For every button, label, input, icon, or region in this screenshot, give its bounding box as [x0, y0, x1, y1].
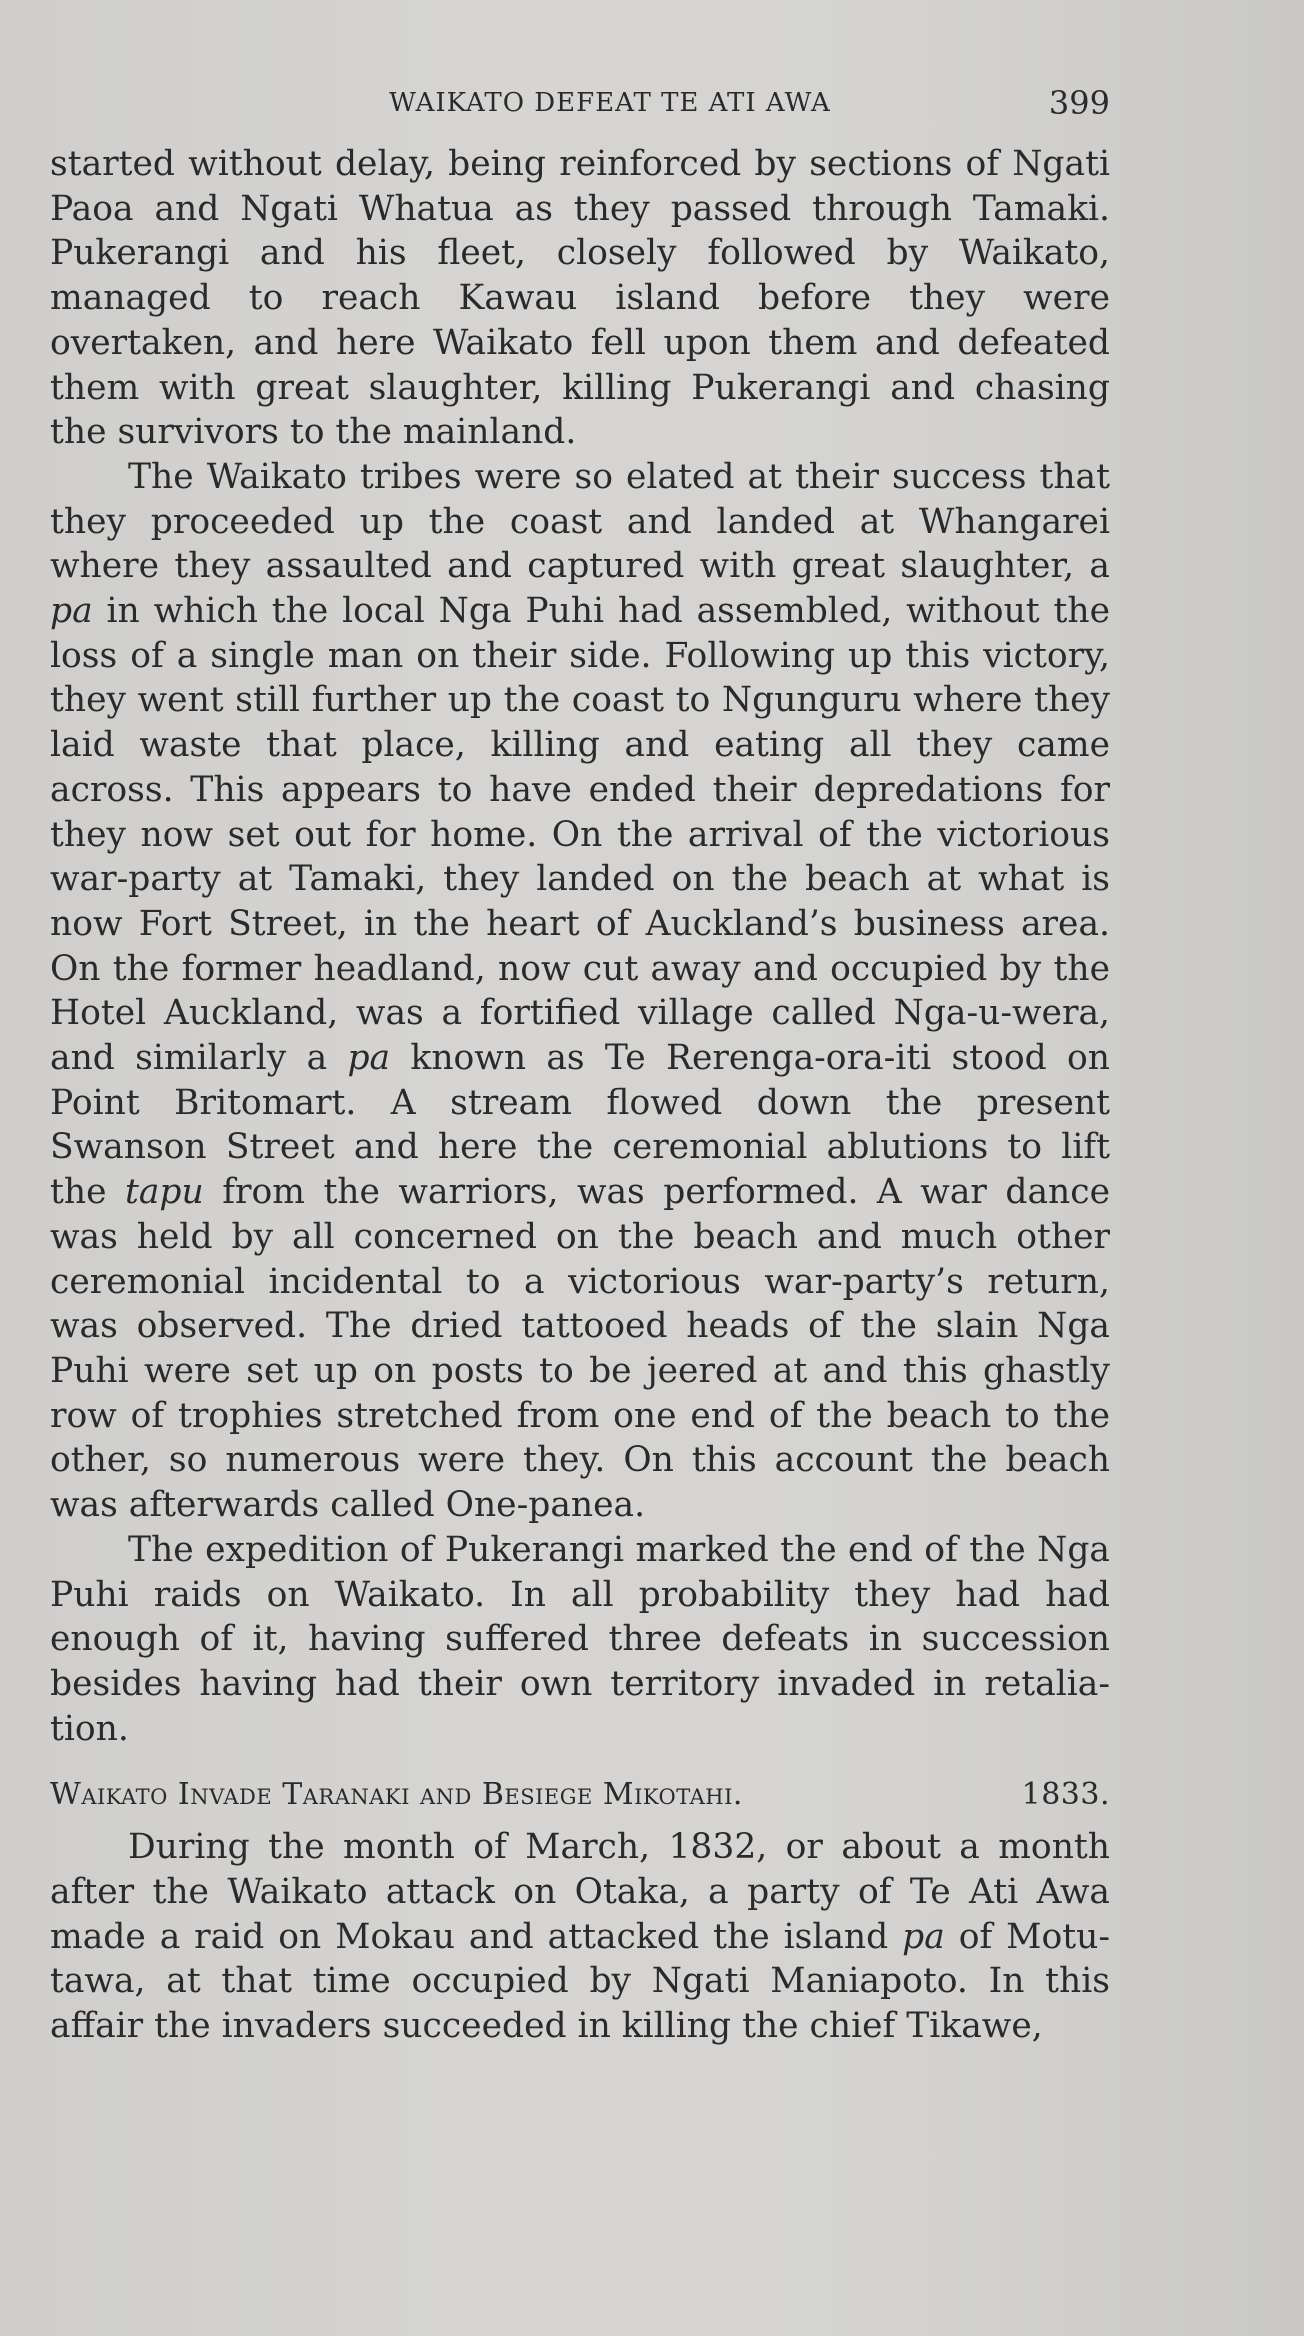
text-run: of Motu-tawa, at that time occupied by Ngati Maniapoto. In this affair the invaders succeeded in killing the chief Tikawe,	[50, 1916, 1110, 2047]
italic-term: pa	[902, 1916, 945, 1957]
section-heading	[50, 1773, 1110, 1817]
italic-term: pa	[50, 591, 93, 632]
text-run: The expedition of Pukerangi marked the end of the Nga Puhi raids on Waikato. In all probability they had had enough of it, having suffered three defeats in succession besides having had their own territory invaded in retalia-tion.	[50, 1529, 1110, 1749]
text-run: from the warriors, was performed. A war dance was held by all concerned on the beach and much other ceremonial incidental to a victorious war-party’s return, was observed. The dried tattooed heads of the slain Nga Puhi were set up on posts to be jeered at and this ghastly row of trophies stretched from one end of the beach to the other, so numerous were they. On this account the beach was afterwards called One-panea.	[50, 1172, 1110, 1526]
paragraph	[50, 455, 1110, 1528]
paragraph	[50, 142, 1110, 455]
book-page	[50, 80, 1110, 2049]
paragraph	[50, 1825, 1110, 2049]
running-head	[50, 80, 1110, 130]
body-text	[50, 142, 1110, 2049]
section-heading-title: Waikato Invade Taranaki and Besiege Mikotahi.	[50, 1777, 743, 1813]
paragraph-group-main	[50, 142, 1110, 1751]
running-title: WAIKATO DEFEAT TE ATI AWA	[389, 88, 831, 118]
text-run: started without delay, being reinforced by sections of Ngati Paoa and Ngati Whatua as they passed through Tamaki. Pukerangi and his fleet, closely followed by Waikato, managed to reach Kawau island before they were overtaken, and here Waikato fell upon them and defeated them with great slaughter, killing Pukerangi and chasing the survivors to the mainland.	[50, 144, 1110, 453]
paragraph-group-section	[50, 1825, 1110, 2049]
italic-term: tapu	[124, 1172, 204, 1213]
text-run: known as Te Rerenga-ora-iti stood on Point Britomart. A stream flowed down the present Swanson Street and here the ceremonial ablutions to lift the	[50, 1038, 1111, 1213]
italic-term: pa	[347, 1038, 391, 1079]
page-number: 399	[1048, 84, 1110, 122]
text-run: The Waikato tribes were so elated at their success that they proceeded up the coast and landed at Whangarei where they assaulted and captured with great slaughter, a	[50, 456, 1110, 587]
paragraph	[50, 1528, 1110, 1752]
section-heading-year: 1833.	[1021, 1777, 1110, 1813]
text-run: in which the local Nga Puhi had assembled, without the loss of a single man on their side. Following up this victory, they went still further up the coast to Ngunguru where they laid waste that place, killing and eating all they came across. This appears to have ended their depredations for they now set out for home. On the arrival of the victorious war-party at Tamaki, they landed on the beach at what is now Fort Street, in the heart of Auckland’s business area. On the former headland, now cut away and occupied by the Hotel Auckland, was a fortified village called Nga-u-wera, and similarly a	[50, 591, 1110, 1079]
text-run: During the month of March, 1832, or about a month after the Waikato attack on Otaka, a party of Te Ati Awa made a raid on Mokau and attacked the island	[50, 1827, 1110, 1957]
